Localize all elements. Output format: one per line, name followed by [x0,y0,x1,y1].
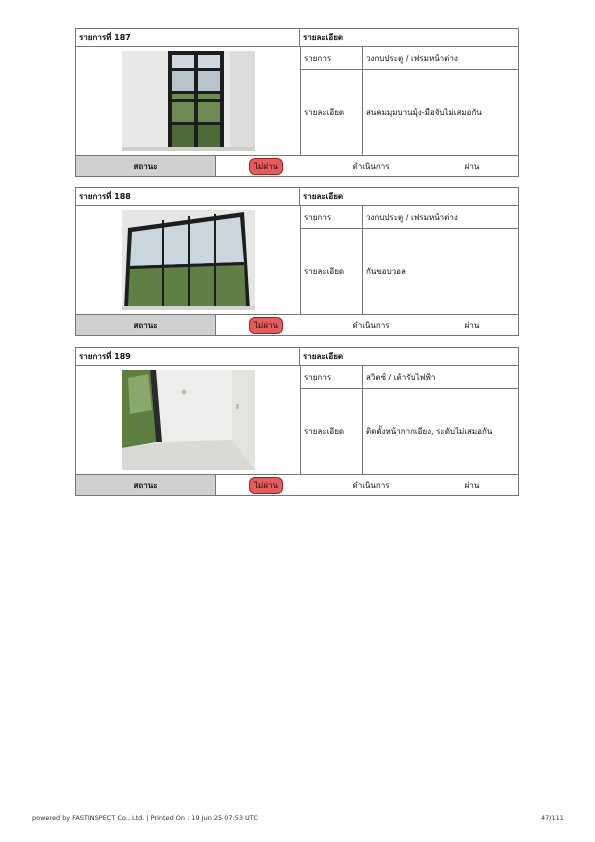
status-option-fail[interactable] [216,475,316,495]
detail-row-description [301,389,518,474]
item-label: รายการ [301,47,363,69]
detail-label: รายละเอียด [301,70,363,155]
status-option-pass[interactable]: ผ่าน [464,161,480,171]
status-option-in-progress[interactable]: ดำเนินการ [352,320,390,330]
detail-label: รายละเอียด [301,229,363,314]
detail-row-description [301,70,518,155]
item-value: วงกบประตู / เฟรมหน้าต่าง [366,53,458,63]
status-row [76,156,518,176]
detail-row-description [301,229,518,314]
status-option-fail[interactable] [216,315,316,335]
fail-badge: ไม่ผ่าน [249,158,283,175]
inspection-card-188 [75,187,519,336]
item-value: วงกบประตู / เฟรมหน้าต่าง [366,212,458,222]
window-frame-door-photo [122,51,255,151]
footer-credit: powered by FASTINSPECT Co., Ltd. | Printed On : 19 Jun 25 07:53 UTC [32,814,258,822]
details-panel [301,366,518,474]
details-panel [301,47,518,155]
status-label: สถานะ [76,156,216,176]
detail-row-item [301,47,518,70]
status-option-pass[interactable]: ผ่าน [464,480,480,490]
detail-value: กันขอบวอล [366,267,406,276]
item-value: สวิตซ์ / เต้ารับไฟฟ้า [366,372,436,382]
fail-badge: ไม่ผ่าน [249,477,283,494]
status-option-in-progress[interactable]: ดำเนินการ [352,161,390,171]
item-title: รายการที่ 189 [76,348,300,365]
status-option-fail[interactable] [216,156,316,176]
card-header [76,348,518,366]
large-window-photo [122,210,255,310]
status-option-in-progress[interactable]: ดำเนินการ [352,480,390,490]
card-header [76,29,518,47]
card-body [76,206,518,315]
details-header: รายละเอียด [303,352,344,361]
detail-value: ติดตั้งหน้ากากเอียง, ระดับไม่เสมอกัน [366,427,493,436]
status-option-pass[interactable]: ผ่าน [464,320,480,330]
detail-label: รายละเอียด [301,389,363,474]
details-header: รายละเอียด [303,192,344,201]
photo-cell [76,206,301,314]
photo-cell [76,366,301,474]
fail-badge: ไม่ผ่าน [249,317,283,334]
status-label: สถานะ [76,315,216,335]
card-body [76,47,518,156]
item-label: รายการ [301,366,363,388]
details-panel [301,206,518,314]
card-body [76,366,518,475]
detail-row-item [301,206,518,229]
inspection-card-187 [75,28,519,177]
room-corner-photo [122,370,255,470]
detail-value: สนคมมุมบานมุ้ง-มือจับไม่เสมอกัน [366,108,482,117]
status-row [76,475,518,495]
status-label: สถานะ [76,475,216,495]
status-row [76,315,518,335]
item-title: รายการที่ 187 [76,29,300,46]
page-number: 47/111 [541,814,564,822]
detail-row-item [301,366,518,389]
inspection-card-189 [75,347,519,496]
item-label: รายการ [301,206,363,228]
card-header [76,188,518,206]
photo-cell [76,47,301,155]
details-header: รายละเอียด [303,33,344,42]
item-title: รายการที่ 188 [76,188,300,205]
